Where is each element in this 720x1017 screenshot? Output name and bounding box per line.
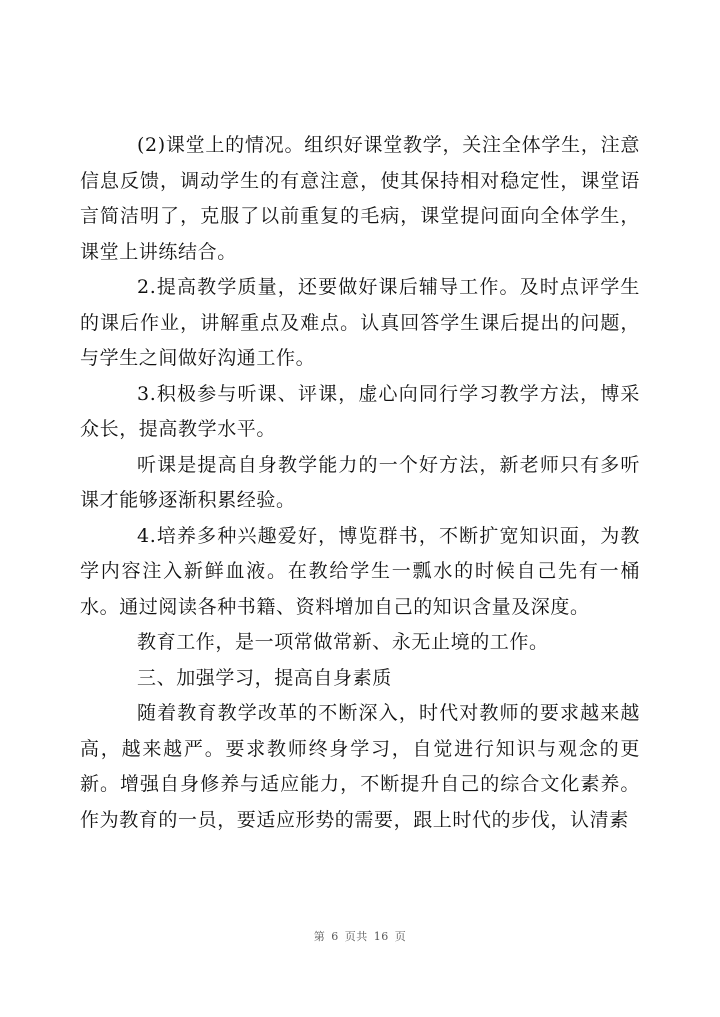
paragraph-lesson-observation: 3.积极参与听课、评课，虚心向同行学习教学方法，博采众长，提高教学水平。 (80, 382, 640, 440)
footer-total-pages: 16 (373, 930, 389, 943)
page-footer (0, 929, 720, 945)
footer-prefix: 第 (313, 930, 326, 943)
paragraph-teaching-quality: 2.提高教学质量，还要做好课后辅导工作。及时点评学生的课后作业，讲解重点及难点。认真回答学生课后提出的问题，与学生之间做好沟通工作。 (80, 276, 640, 369)
footer-current-page: 6 (331, 930, 339, 943)
paragraph-observation-benefit: 听课是提高自身教学能力的一个好方法，新老师只有多听课才能够逐渐积累经验。 (80, 453, 640, 511)
footer-middle: 页共 (344, 930, 368, 943)
document-body (80, 128, 640, 838)
paragraph-education-reform: 随着教育教学改革的不断深入，时代对教师的要求越来越高，越来越严。要求教师终身学习，自觉进行知识与观念的更新。增强自身修养与适应能力，不断提升自己的综合文化素养。作为教育的一员，要适应形势的需要，跟上时代的步伐，认清素 (80, 702, 640, 831)
section-heading-study: 三、加强学习，提高自身素质 (137, 666, 392, 689)
footer-suffix: 页 (394, 930, 407, 943)
paragraph-interests-reading: 4.培养多种兴趣爱好，博览群书，不断扩宽知识面，为教学内容注入新鲜血液。在教给学生一瓢水的时候自己先有一桶水。通过阅读各种书籍、资料增加自己的知识含量及深度。 (80, 524, 640, 618)
paragraph-education-work: 教育工作，是一项常做常新、永无止境的工作。 (137, 631, 549, 653)
paragraph-classroom-situation: (2)课堂上的情况。组织好课堂教学，关注全体学生，注意信息反馈，调动学生的有意注意，使其保持相对稳定性，课堂语言简洁明了，克服了以前重复的毛病，课堂提问面向全体学生，课堂上讲练结合。 (80, 134, 640, 263)
